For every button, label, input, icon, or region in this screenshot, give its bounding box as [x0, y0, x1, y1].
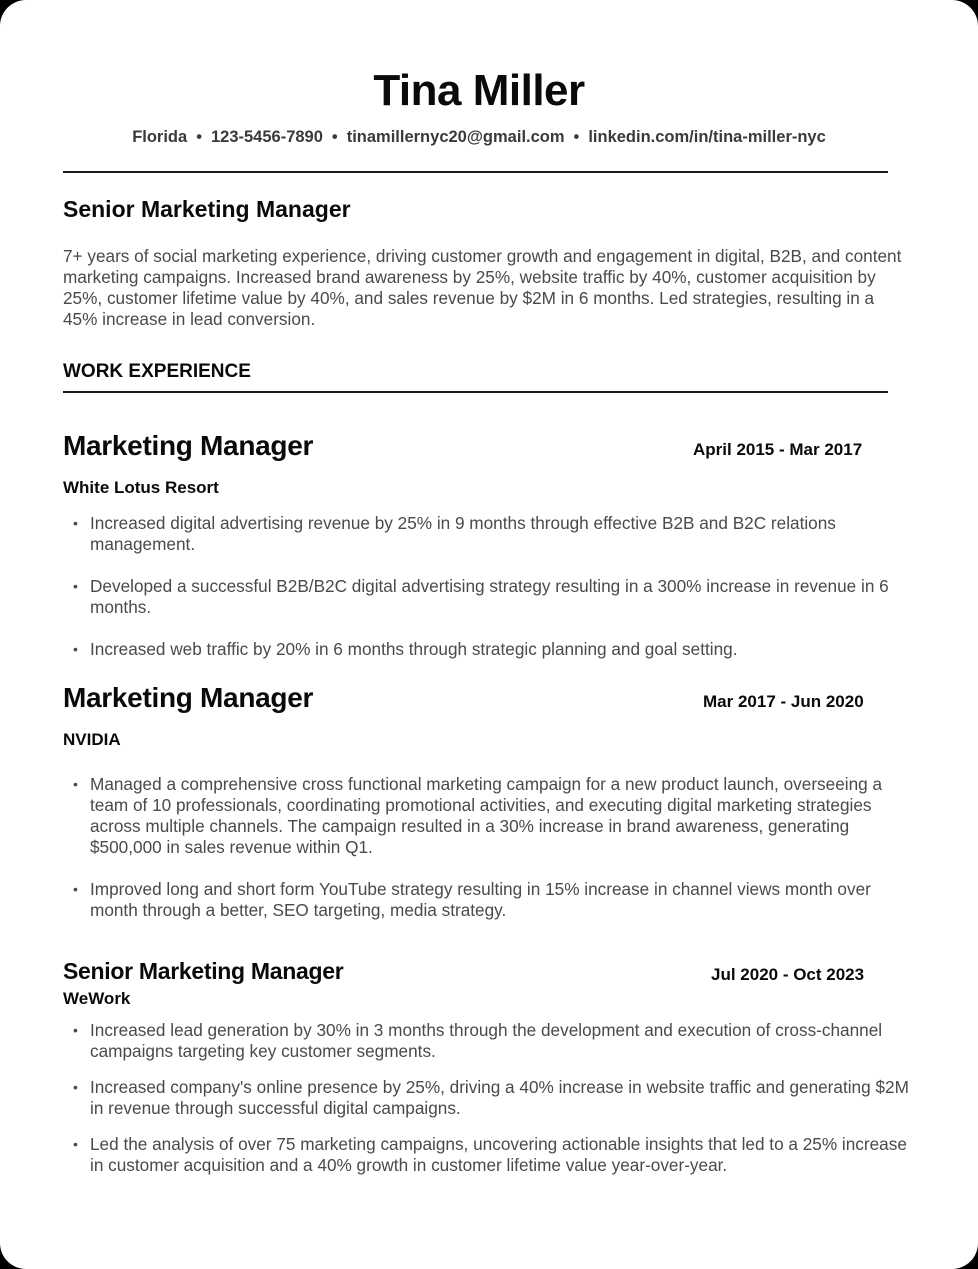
job-title: Marketing Manager	[63, 682, 314, 713]
job-company: White Lotus Resort	[63, 478, 219, 497]
bullet-text: Increased company's online presence by 25%, driving a 40% increase in website traffic and generating $2M in revenue through successful digital campaigns.	[90, 1077, 909, 1118]
bullet-text: Developed a successful B2B/B2C digital advertising strategy resulting in a 300% increase in revenue in 6 months.	[90, 576, 889, 617]
job-bullet	[63, 639, 913, 660]
profile-summary: 7+ years of social marketing experience, driving customer growth and engagement in digital, B2B, and content marketing campaigns. Increased brand awareness by 25%, website traffic by 40%, customer acquisition by 25%, customer lifetime value by 40%, and sales revenue by $2M in 6 months. Led strategies, resulting in a 45% increase in lead conversion.	[63, 246, 902, 329]
job-bullet	[63, 1077, 913, 1119]
bullet-icon: •	[73, 1079, 78, 1095]
bullet-text: Increased digital advertising revenue by 25% in 9 months through effective B2B and B2C relations management.	[90, 513, 836, 554]
bullet-icon: •	[73, 578, 78, 594]
contact-location: Florida	[132, 128, 188, 146]
bullet-icon: •	[73, 881, 78, 897]
contact-linkedin[interactable]: linkedin.com/in/tina-miller-nyc	[588, 128, 826, 146]
contact-separator: •	[331, 128, 338, 146]
bullet-text: Increased web traffic by 20% in 6 months through strategic planning and goal setting.	[90, 639, 738, 659]
job-bullets	[63, 1020, 913, 1176]
job-bullet	[63, 879, 913, 921]
bullet-icon: •	[73, 641, 78, 657]
bullet-icon: •	[73, 515, 78, 531]
bullet-icon: •	[73, 1136, 78, 1152]
header-divider	[63, 171, 888, 173]
job-bullets	[63, 774, 913, 921]
contact-line	[0, 128, 958, 147]
job-company: WeWork	[63, 989, 131, 1008]
bullet-icon: •	[73, 776, 78, 792]
job-bullet	[63, 774, 913, 858]
job-bullet	[63, 1134, 913, 1176]
contact-email[interactable]: tinamillernyc20@gmail.com	[346, 128, 565, 146]
bullet-icon: •	[73, 1022, 78, 1038]
contact-phone[interactable]: 123-5456-7890	[210, 128, 323, 146]
job-title: Senior Marketing Manager	[63, 958, 344, 984]
profile-headline: Senior Marketing Manager	[63, 196, 351, 222]
job-bullet	[63, 1020, 913, 1062]
job-company: NVIDIA	[63, 730, 121, 749]
job-title: Marketing Manager	[63, 430, 314, 461]
bullet-text: Increased lead generation by 30% in 3 months through the development and execution of cross-channel campaigns targeting key customer segments.	[90, 1020, 883, 1061]
job-dates: April 2015 - Mar 2017	[693, 440, 863, 459]
section-title-work-experience: WORK EXPERIENCE	[63, 361, 251, 382]
bullet-text: Led the analysis of over 75 marketing campaigns, uncovering actionable insights that led to a 25% increase in customer acquisition and a 40% growth in customer lifetime value year-over-year.	[90, 1134, 907, 1175]
job-dates: Jul 2020 - Oct 2023	[711, 965, 865, 984]
candidate-name: Tina Miller	[373, 66, 585, 115]
section-divider	[63, 391, 888, 393]
bullet-text: Managed a comprehensive cross functional marketing campaign for a new product launch, overseeing a team of 10 professionals, coordinating promotional activities, and executing digital marketing strategies across multiple channels. The campaign resulted in a 30% increase in brand awareness, generating $500,000 in sales revenue within Q1.	[90, 774, 883, 857]
job-bullet	[63, 513, 913, 555]
bullet-text: Improved long and short form YouTube strategy resulting in 15% increase in channel views month over month through a better, SEO targeting, media strategy.	[90, 879, 871, 920]
job-dates: Mar 2017 - Jun 2020	[703, 692, 864, 711]
job-bullet	[63, 576, 913, 618]
contact-separator: •	[573, 128, 580, 146]
job-bullets	[63, 513, 913, 660]
contact-separator: •	[196, 128, 202, 146]
